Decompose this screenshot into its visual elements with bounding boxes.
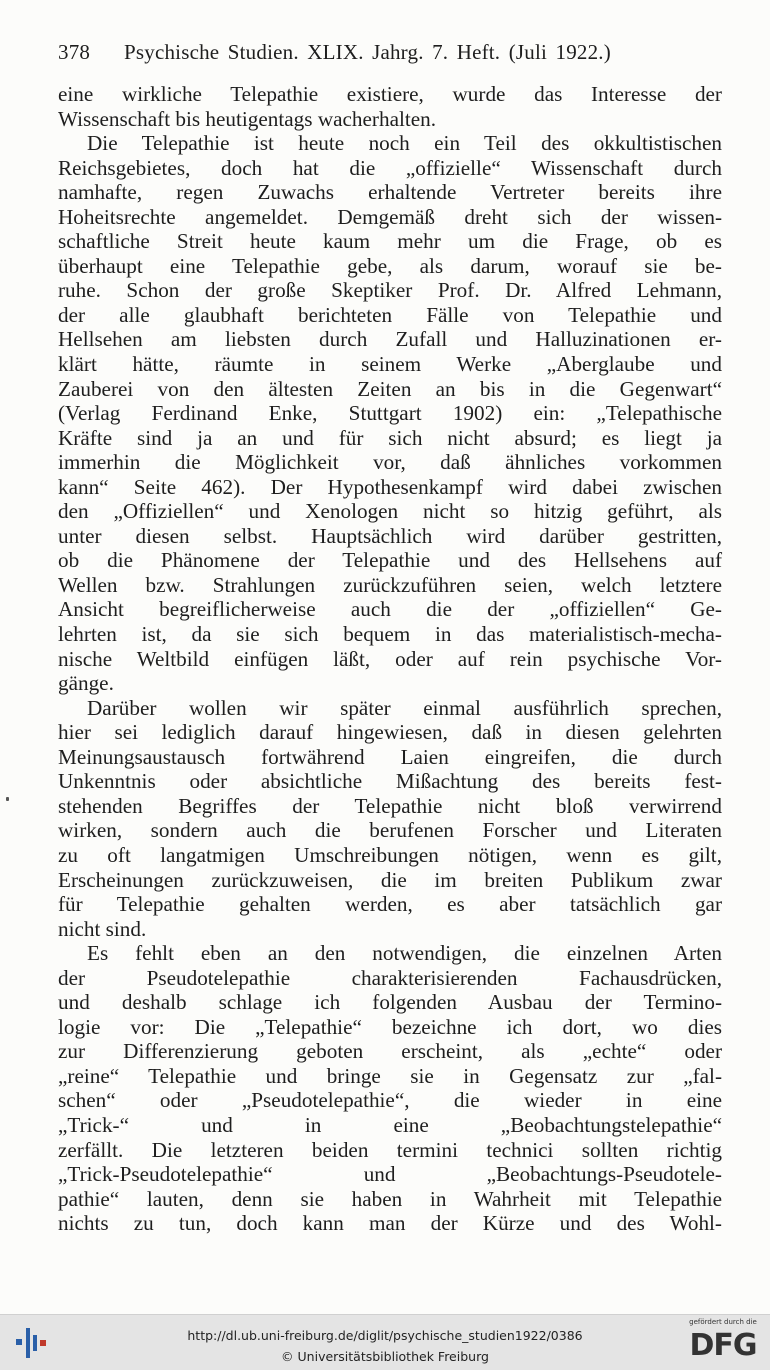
text-line: Reichsgebietes, doch hat die „offizielle“ Wissenschaft durch xyxy=(58,155,722,180)
text-line: „Trick-Pseudotelepathie“ und „Beobachtungs-Pseudotele- xyxy=(58,1162,722,1187)
text-line: immerhin die Möglichkeit vor, daß ähnliches vorkommen xyxy=(58,450,722,475)
margin-mark xyxy=(6,797,9,801)
text-line: Es fehlt eben an den notwendigen, die einzelnen Arten xyxy=(87,941,722,966)
library-logo-icon[interactable] xyxy=(14,1322,48,1362)
text-line: Wellen bzw. Strahlungen zurückzuführen seien, welch letztere xyxy=(58,572,722,597)
text-line: der alle glaubhaft berichteten Fälle von Telepathie und xyxy=(58,302,722,327)
permalink-url[interactable]: http://dl.ub.uni-freiburg.de/diglit/psychische_studien1922/0386 xyxy=(187,1328,583,1343)
text-line: Hoheitsrechte angemeldet. Demgemäß dreht sich der wissen- xyxy=(58,204,722,229)
text-line: „Trick-“ und in eine „Beobachtungstelepathie“ xyxy=(58,1112,722,1137)
text-line: und deshalb schlage ich folgenden Ausbau der Termino- xyxy=(58,990,722,1015)
text-line: logie vor: Die „Telepathie“ bezeichne ich dort, wo dies xyxy=(58,1014,722,1039)
text-line: namhafte, regen Zuwachs erhaltende Vertreter bereits ihre xyxy=(58,180,722,205)
text-line: Kräfte sind ja an und für sich nicht absurd; es liegt ja xyxy=(58,425,722,450)
text-line: schen“ oder „Pseudotelepathie“, die wieder in eine xyxy=(58,1088,722,1113)
text-line: klärt hätte, räumte in seinem Werke „Aberglaube und xyxy=(58,352,722,377)
text-line: für Telepathie gehalten werden, es aber tatsächlich gar xyxy=(58,892,722,917)
journal-title: Psychische Studien. XLIX. Jahrg. 7. Heft. (Juli 1922.) xyxy=(124,40,611,64)
text-line: nicht sind. xyxy=(58,916,147,941)
body-text xyxy=(58,82,722,1236)
text-line: lehrten ist, da sie sich bequem in das materialistisch-mecha- xyxy=(58,622,722,647)
text-line: (Verlag Ferdinand Enke, Stuttgart 1902) ein: „Telepathische xyxy=(58,401,722,426)
text-line: „reine“ Telepathie und bringe sie in Gegensatz zur „fal- xyxy=(58,1063,722,1088)
text-line: nische Weltbild einfügen läßt, oder auf rein psychische Vor- xyxy=(58,646,722,671)
text-line: Unkenntnis oder absichtliche Mißachtung des bereits fest- xyxy=(58,769,722,794)
text-line: zur Differenzierung geboten erscheint, als „echte“ oder xyxy=(58,1039,722,1064)
text-line: den „Offiziellen“ und Xenologen nicht so hitzig geführt, als xyxy=(58,499,722,524)
text-line: kann“ Seite 462). Der Hypothesenkampf wird dabei zwischen xyxy=(58,474,722,499)
text-line: pathie“ lauten, denn sie haben in Wahrheit mit Telepathie xyxy=(58,1186,722,1211)
text-line: nichts zu tun, doch kann man der Kürze und des Wohl- xyxy=(58,1211,722,1236)
dfg-funding-label: gefördert durch die xyxy=(689,1318,757,1326)
text-line: Die Telepathie ist heute noch ein Teil des okkultistischen xyxy=(87,131,722,156)
text-line: Darüber wollen wir später einmal ausführlich sprechen, xyxy=(87,695,722,720)
text-line: gänge. xyxy=(58,671,114,696)
text-line: überhaupt eine Telepathie gebe, als darum, worauf sie be- xyxy=(58,253,722,278)
dfg-logo xyxy=(683,1318,763,1364)
text-line: zerfällt. Die letzteren beiden termini technici sollten richtig xyxy=(58,1137,722,1162)
text-line: stehenden Begriffes der Telepathie nicht bloß verwirrend xyxy=(58,793,722,818)
text-line: ob die Phänomene der Telepathie und des Hellsehens auf xyxy=(58,548,722,573)
text-line: Meinungsaustausch fortwährend Laien eingreifen, die durch xyxy=(58,744,722,769)
text-line: wirken, sondern auch die berufenen Forscher und Literaten xyxy=(58,818,722,843)
text-line: zu oft langatmigen Umschreibungen nötigen, wenn es gilt, xyxy=(58,842,722,867)
text-line: schaftliche Streit heute kaum mehr um die Frage, ob es xyxy=(58,229,722,254)
text-line: Erscheinungen zurückzuweisen, die im breiten Publikum zwar xyxy=(58,867,722,892)
text-line: Hellsehen am liebsten durch Zufall und Halluzinationen er- xyxy=(58,327,722,352)
text-line: eine wirkliche Telepathie existiere, wurde das Interesse der xyxy=(58,82,722,106)
page-number: 378 xyxy=(58,40,91,64)
text-line: unter diesen selbst. Hauptsächlich wird darüber gestritten, xyxy=(58,523,722,548)
text-line: Ansicht begreiflicherweise auch die der „offiziellen“ Ge- xyxy=(58,597,722,622)
text-line: Zauberei von den ältesten Zeiten an bis in die Gegenwart“ xyxy=(58,376,722,401)
viewer-footer xyxy=(0,1314,770,1370)
text-line: der Pseudotelepathie charakterisierenden Fachausdrücken, xyxy=(58,965,722,990)
running-header xyxy=(58,40,713,70)
dfg-logo-text: DFG xyxy=(689,1328,757,1363)
text-line: Wissenschaft bis heutigentags wacherhalten. xyxy=(58,106,437,131)
copyright-notice: © Universitätsbibliothek Freiburg xyxy=(281,1349,489,1364)
text-line: ruhe. Schon der große Skeptiker Prof. Dr. Alfred Lehmann, xyxy=(58,278,722,303)
text-line: hier sei lediglich darauf hingewiesen, daß in diesen gelehrten xyxy=(58,720,722,745)
